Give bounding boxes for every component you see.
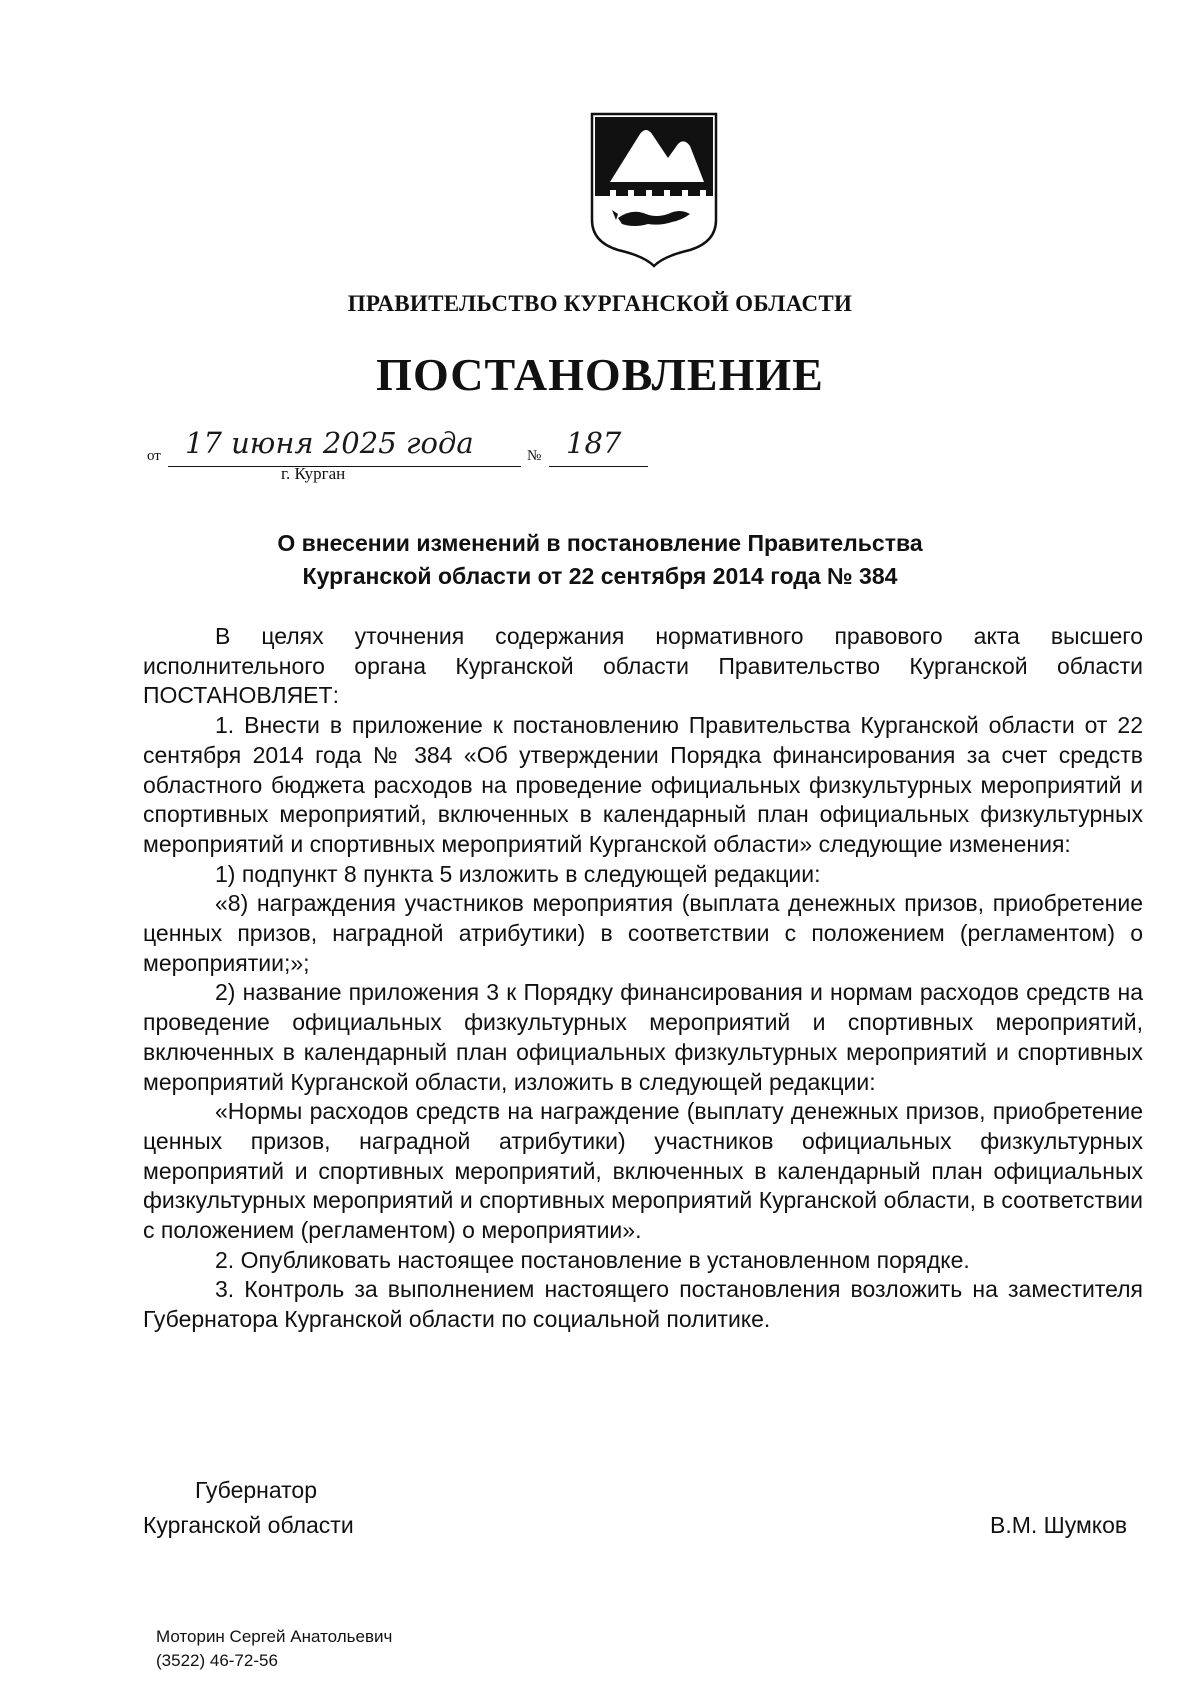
executor-block	[156, 1625, 392, 1673]
document-type-heading: ПОСТАНОВЛЕНИЕ	[376, 349, 824, 400]
government-name: ПРАВИТЕЛЬСТВО КУРГАНСКОЙ ОБЛАСТИ	[347, 291, 853, 316]
body-paragraph: В целях уточнения содержания нормативного правового акта высшего исполнительного органа Курганской области Правительство Курганской области ПОСТАНОВЛЯЕТ:	[143, 623, 1143, 709]
number-prefix: №	[527, 448, 542, 464]
body-paragraph: 2. Опубликовать настоящее постановление в установленном порядке.	[215, 1246, 970, 1273]
body-paragraph: «Нормы расходов средств на награждение (выплату денежных призов, приобретение ценных призов, наградной атрибутики) участников официальных физкультурных мероприятий и спортивных мероприятий, включенных в календарный план официальных физкультурных мероприятий и спортивных мероприятий Курганской области, в соответствии с положением (регламентом) о мероприятии».	[143, 1098, 1143, 1244]
title-line-2: Курганской области от 22 сентября 2014 года № 384	[302, 563, 898, 589]
executor-phone: (3522) 46-72-56	[156, 1651, 278, 1670]
signatory-title-line-1: Губернатор	[195, 1477, 318, 1503]
title-line-1: О внесении изменений в постановление Правительства	[277, 530, 923, 556]
signatory-name: В.М. Шумков	[990, 1512, 1128, 1538]
city-label: г. Курган	[281, 464, 346, 483]
executor-name: Моторин Сергей Анатольевич	[156, 1627, 393, 1646]
date-number-line	[0, 0, 1200, 490]
document-body	[143, 622, 1143, 1335]
signatory-title-line-2: Курганской области	[143, 1512, 354, 1538]
body-paragraph: «8) награждения участников мероприятия (выплата денежных призов, приобретение ценных призов, наградной атрибутики) в соответствии с положением (регламентом) о мероприятии;»;	[143, 890, 1143, 976]
handwritten-number: 187	[566, 426, 622, 460]
body-paragraph: 2) название приложения 3 к Порядку финансирования и нормам расходов средств на проведение официальных физкультурных мероприятий и спортивных мероприятий, включенных в календарный план официальных физкультурных мероприятий и спортивных мероприятий Курганской области, изложить в следующей редакции:	[143, 979, 1143, 1095]
body-paragraph: 3. Контроль за выполнением настоящего постановления возложить на заместителя Губернатора Курганской области по социальной политике.	[143, 1276, 1143, 1333]
number-underline	[549, 466, 648, 467]
body-paragraph: 1) подпункт 8 пункта 5 изложить в следующей редакции:	[215, 860, 821, 887]
handwritten-date: 17 июня 2025 года	[185, 426, 474, 460]
body-paragraph: 1. Внести в приложение к постановлению Правительства Курганской области от 22 сентября 2014 года № 384 «Об утверждении Порядка финансирования за счет средств областного бюджета расходов на проведение официальных физкультурных мероприятий и спортивных мероприятий, включенных в календарный план официальных физкультурных мероприятий и спортивных мероприятий Курганской области» следующие изменения:	[143, 712, 1143, 857]
document-title	[0, 527, 1200, 593]
date-prefix: от	[147, 448, 161, 464]
